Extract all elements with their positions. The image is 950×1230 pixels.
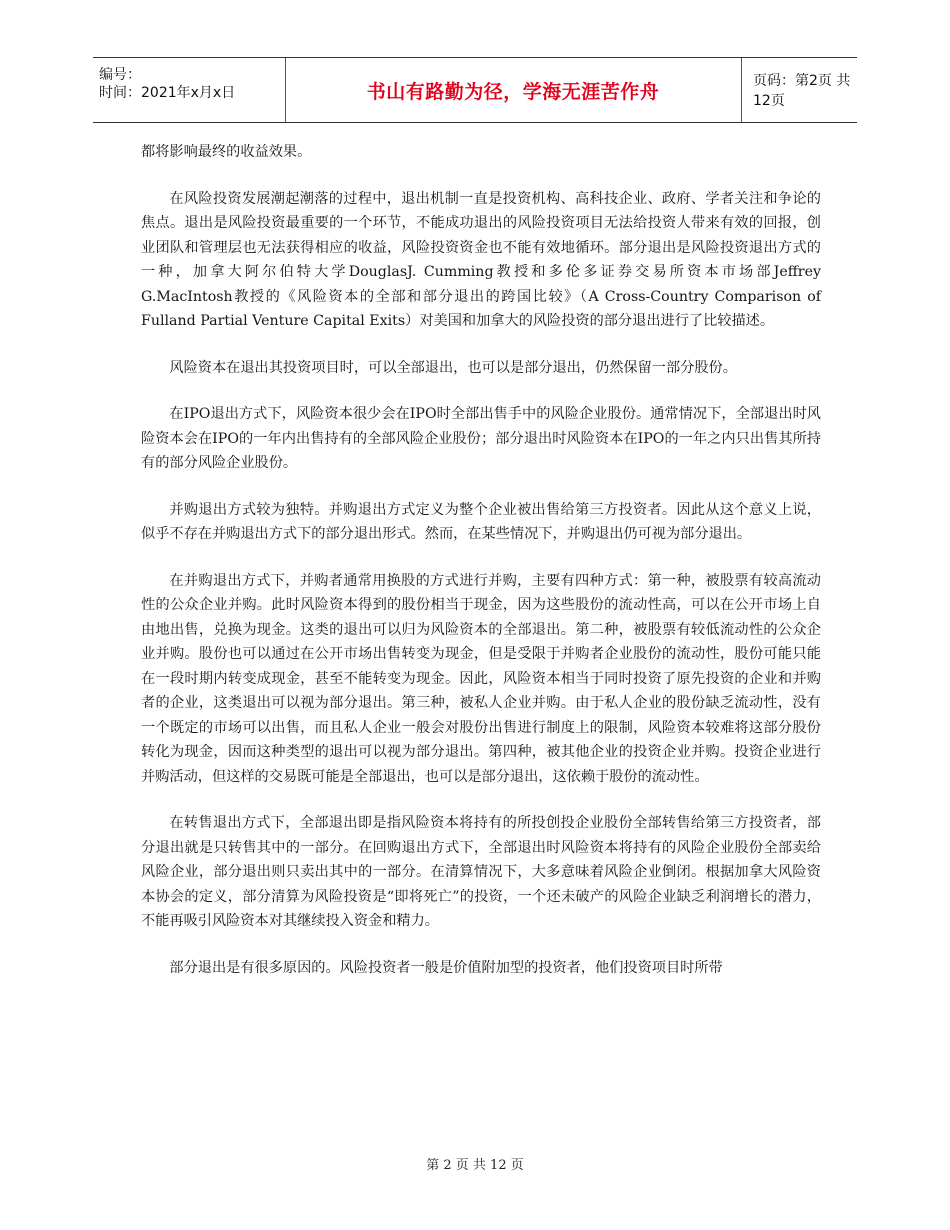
page-header: [93, 57, 857, 123]
paragraph: 部分退出是有很多原因的。风险投资者一般是价值附加型的投资者，他们投资项目时所带: [169, 959, 723, 976]
paragraph: 在风险投资发展潮起潮落的过程中，退出机制一直是投资机构、高科技企业、政府、学者关注和争论的焦点。退出是风险投资最重要的一个环节，不能成功退出的风险投资项目无法给投资人带来有效的回报，创业团队和管理层也无法获得相应的收益，风险投资资金也不能有效地循环。部分退出是风险投资退出方式的一种，加拿大阿尔伯特大学DouglasJ. Cumming教授和多伦多证券交易所资本市场部Jeffrey G.MacIntosh教授的《风险资本的全部和部分退出的跨国比较》（A Cross-Country Comparison of Fulland Partial Venture Capital Exits）对美国和加拿大的风险投资的部分退出进行了比较描述。: [141, 190, 821, 329]
paragraph: 风险资本在退出其投资项目时，可以全部退出，也可以是部分退出，仍然保留一部分股份。: [169, 359, 737, 376]
header-page-code: 页码：第2页 共12页: [753, 73, 851, 109]
paragraph: 都将影响最终的收益效果。: [141, 144, 312, 160]
paragraph: 并购退出方式较为独特。并购退出方式定义为整个企业被出售给第三方投资者。因此从这个意义上说，似乎不存在并购退出方式下的部分退出形式。然而，在某些情况下，并购退出仍可视为部分退出。: [141, 501, 821, 542]
header-page-cell: [741, 58, 857, 122]
header-motto-cell: [285, 58, 742, 122]
header-meta-cell: [93, 58, 286, 122]
document-time-label: 时间：2021年x月x日: [99, 85, 236, 101]
paragraph: 在转售退出方式下，全部退出即是指风险资本将持有的所投创投企业股份全部转售给第三方投资者，部分退出就是只转售其中的一部分。在回购退出方式下，全部退出时风险资本将持有的风险企业股份全部卖给风险企业，部分退出则只卖出其中的一部分。在清算情况下，大多意味着风险企业倒闭。根据加拿大风险资本协会的定义，部分清算为风险投资是“即将死亡”的投资，一个还未破产的风险企业缺乏利润增长的潜力，不能再吸引风险资本对其继续投入资金和精力。: [141, 815, 821, 929]
document-body: [141, 140, 821, 1002]
paragraph: 在IPO退出方式下，风险资本很少会在IPO时全部出售手中的风险企业股份。通常情况下，全部退出时风险资本会在IPO的一年内出售持有的全部风险企业股份；部分退出时风险资本在IPO的一年之内只出售其所持有的部分风险企业股份。: [141, 406, 821, 471]
document-number-label: 编号：: [99, 67, 141, 83]
header-motto: 书山有路勤为径，学海无涯苦作舟: [366, 80, 660, 103]
page-footer: 第 2 页 共 12 页: [426, 1158, 524, 1173]
paragraph: 在并购退出方式下，并购者通常用换股的方式进行并购，主要有四种方式：第一种，被股票有较高流动性的公众企业并购。此时风险资本得到的股份相当于现金，因为这些股份的流动性高，可以在公开市场上自由地出售，兑换为现金。这类的退出可以归为风险资本的全部退出。第二种，被股票有较低流动性的公众企业并购。股份也可以通过在公开市场出售转变为现金，但是受限于并购者企业股份的流动性，股份可能只能在一段时期内转变成现金，甚至不能转变为现金。因此，风险资本相当于同时投资了原先投资的企业和并购者的企业，这类退出可以视为部分退出。第三种，被私人企业并购。由于私人企业的股份缺乏流动性，没有一个既定的市场可以出售，而且私人企业一般会对股份出售进行制度上的限制，风险资本较难将这部分股份转化为现金，因而这种类型的退出可以视为部分退出。第四种，被其他企业的投资企业并购。投资企业进行并购活动，但这样的交易既可能是全部退出，也可以是部分退出，这依赖于股份的流动性。: [141, 572, 821, 785]
